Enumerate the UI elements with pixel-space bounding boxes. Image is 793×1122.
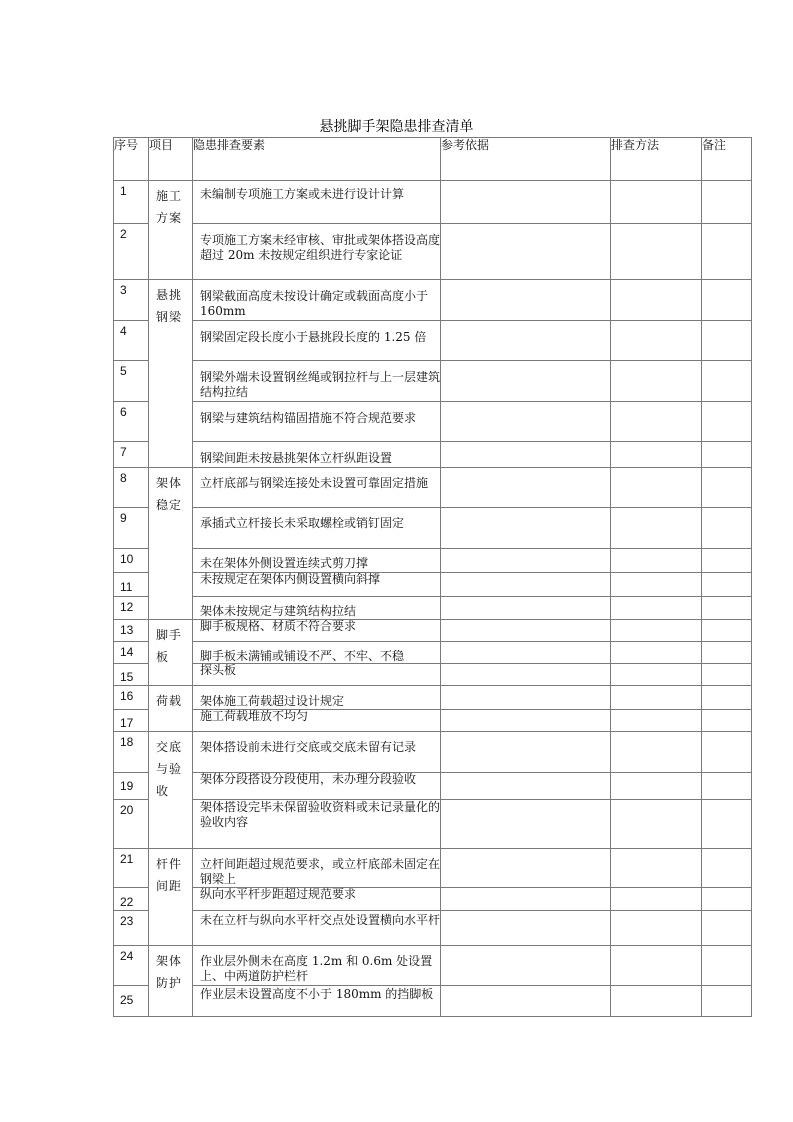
requirement-text: 架体施工荷载超过设计规定 [200, 694, 345, 708]
remark-cell [702, 508, 752, 549]
row-number: 7 [114, 442, 149, 468]
basis-cell [441, 402, 611, 442]
header-item: 项目 [149, 138, 193, 181]
table-row [114, 664, 752, 686]
header-row [114, 138, 752, 181]
basis-cell [441, 800, 611, 849]
table-row [114, 849, 752, 888]
remark-cell [702, 664, 752, 686]
requirement-text: 钢梁与建筑结构锚固措施不符合规范要求 [200, 411, 417, 425]
requirement-text: 架体搭设前未进行交底或交底未留有记录 [200, 740, 417, 754]
remark-cell [702, 620, 752, 642]
requirement-cell [193, 664, 441, 686]
table-row [114, 402, 752, 442]
basis-cell [441, 732, 611, 773]
basis-cell [441, 224, 611, 280]
requirement-cell [193, 888, 441, 911]
row-number: 13 [114, 620, 149, 642]
requirement-cell [193, 361, 441, 402]
requirement-cell [193, 946, 441, 986]
row-number: 25 [114, 986, 149, 1017]
table-row [114, 361, 752, 402]
basis-cell [441, 620, 611, 642]
table-row [114, 732, 752, 773]
remark-cell [702, 573, 752, 597]
basis-cell [441, 642, 611, 664]
table-row [114, 224, 752, 280]
remark-cell [702, 946, 752, 986]
requirement-text: 架体分段搭设分段使用，未办理分段验收 [200, 772, 417, 786]
requirement-text: 钢梁间距未按悬挑架体立杆纵距设置 [200, 451, 393, 465]
basis-cell [441, 849, 611, 888]
basis-cell [441, 321, 611, 361]
requirement-text: 钢梁外端未设置钢丝绳或钢拉杆与上一层建筑结构拉结 [200, 370, 441, 399]
requirement-text: 作业层外侧未在高度 1.2m 和 0.6m 处设置上、中两道防护栏杆 [200, 954, 433, 983]
remark-cell [702, 402, 752, 442]
hazard-checklist-table [113, 137, 752, 1017]
requirement-text: 施工荷载堆放不均匀 [200, 709, 309, 723]
basis-cell [441, 573, 611, 597]
table-row [114, 597, 752, 620]
table-row [114, 508, 752, 549]
remark-cell [702, 280, 752, 321]
group-label: 杆件间距 [149, 849, 193, 946]
header-remark: 备注 [702, 138, 752, 181]
group-label: 施工方案 [149, 181, 193, 280]
remark-cell [702, 597, 752, 620]
row-number: 9 [114, 508, 149, 549]
row-number: 23 [114, 911, 149, 946]
requirement-text: 未在架体外侧设置连续式剪刀撑 [200, 556, 369, 570]
remark-cell [702, 686, 752, 710]
basis-cell [441, 911, 611, 946]
method-cell [611, 224, 702, 280]
table-row [114, 710, 752, 732]
remark-cell [702, 773, 752, 800]
row-number: 22 [114, 888, 149, 911]
requirement-text: 钢梁固定段长度小于悬挑段长度的 1.25 倍 [200, 330, 427, 344]
requirement-cell [193, 181, 441, 224]
requirement-text: 钢梁截面高度未按设计确定或载面高度小于 160mm [200, 289, 429, 318]
row-number: 3 [114, 280, 149, 321]
header-basis: 参考依据 [441, 138, 611, 181]
requirement-text: 纵向水平杆步距超过规范要求 [200, 887, 357, 901]
requirement-cell [193, 686, 441, 710]
row-number: 4 [114, 321, 149, 361]
row-number: 15 [114, 664, 149, 686]
row-number: 19 [114, 773, 149, 800]
row-number: 17 [114, 710, 149, 732]
remark-cell [702, 642, 752, 664]
requirement-cell [193, 849, 441, 888]
remark-cell [702, 800, 752, 849]
method-cell [611, 888, 702, 911]
basis-cell [441, 986, 611, 1017]
table-row [114, 620, 752, 642]
requirement-cell [193, 642, 441, 664]
row-number: 10 [114, 549, 149, 573]
remark-cell [702, 361, 752, 402]
method-cell [611, 710, 702, 732]
method-cell [611, 849, 702, 888]
basis-cell [441, 361, 611, 402]
remark-cell [702, 468, 752, 508]
method-cell [611, 280, 702, 321]
requirement-cell [193, 732, 441, 773]
method-cell [611, 508, 702, 549]
method-cell [611, 686, 702, 710]
basis-cell [441, 664, 611, 686]
basis-cell [441, 597, 611, 620]
requirement-text: 专项施工方案未经审核、审批或架体搭设高度超过 20m 未按规定组织进行专家论证 [200, 233, 441, 262]
header-method: 排查方法 [611, 138, 702, 181]
basis-cell [441, 280, 611, 321]
row-number: 8 [114, 468, 149, 508]
row-number: 24 [114, 946, 149, 986]
method-cell [611, 573, 702, 597]
basis-cell [441, 442, 611, 468]
method-cell [611, 321, 702, 361]
basis-cell [441, 508, 611, 549]
requirement-text: 脚手板未满铺或铺设不严、不牢、不稳 [200, 649, 405, 663]
row-number: 11 [114, 573, 149, 597]
requirement-text: 未编制专项施工方案或未进行设计计算 [200, 187, 405, 201]
requirement-cell [193, 224, 441, 280]
requirement-cell [193, 710, 441, 732]
table-row [114, 321, 752, 361]
method-cell [611, 773, 702, 800]
method-cell [611, 181, 702, 224]
basis-cell [441, 549, 611, 573]
requirement-cell [193, 280, 441, 321]
table-row [114, 549, 752, 573]
row-number: 20 [114, 800, 149, 849]
method-cell [611, 946, 702, 986]
remark-cell [702, 549, 752, 573]
method-cell [611, 361, 702, 402]
row-number: 14 [114, 642, 149, 664]
row-number: 21 [114, 849, 149, 888]
table-row [114, 442, 752, 468]
method-cell [611, 402, 702, 442]
basis-cell [441, 181, 611, 224]
requirement-cell [193, 800, 441, 849]
requirement-cell [193, 773, 441, 800]
row-number: 2 [114, 224, 149, 280]
requirement-text: 未按规定在架体内侧设置横向斜撑 [200, 572, 381, 586]
table-row [114, 911, 752, 946]
method-cell [611, 664, 702, 686]
row-number: 5 [114, 361, 149, 402]
method-cell [611, 549, 702, 573]
method-cell [611, 642, 702, 664]
remark-cell [702, 849, 752, 888]
header-requirement: 隐患排查要素 [193, 138, 441, 181]
remark-cell [702, 442, 752, 468]
basis-cell [441, 773, 611, 800]
row-number: 18 [114, 732, 149, 773]
method-cell [611, 911, 702, 946]
table-row [114, 642, 752, 664]
group-label: 荷载 [149, 686, 193, 732]
remark-cell [702, 181, 752, 224]
method-cell [611, 468, 702, 508]
requirement-text: 立杆底部与钢梁连接处未设置可靠固定措施 [200, 476, 429, 490]
row-number: 6 [114, 402, 149, 442]
table-row [114, 800, 752, 849]
requirement-cell [193, 321, 441, 361]
table-row [114, 773, 752, 800]
remark-cell [702, 224, 752, 280]
requirement-text: 作业层未设置高度不小于 180mm 的挡脚板 [200, 987, 434, 1001]
requirement-cell [193, 911, 441, 946]
basis-cell [441, 888, 611, 911]
group-label: 脚手板 [149, 620, 193, 686]
requirement-cell [193, 468, 441, 508]
remark-cell [702, 888, 752, 911]
table-row [114, 686, 752, 710]
group-label: 交底与验收 [149, 732, 193, 849]
document-title: 悬挑脚手架隐患排查清单 [319, 119, 474, 135]
table-row [114, 946, 752, 986]
requirement-cell [193, 508, 441, 549]
requirement-text: 架体未按规定与建筑结构拉结 [200, 604, 357, 618]
table-row [114, 181, 752, 224]
requirement-text: 架体搭设完毕未保留验收资料或未记录量化的验收内容 [200, 800, 441, 829]
group-label: 悬挑钢梁 [149, 280, 193, 468]
requirement-text: 脚手板规格、材质不符合要求 [200, 619, 357, 633]
requirement-text: 承插式立杆接长未采取螺栓或销钉固定 [200, 516, 405, 530]
remark-cell [702, 321, 752, 361]
row-number: 16 [114, 686, 149, 710]
row-number: 12 [114, 597, 149, 620]
row-number: 1 [114, 181, 149, 224]
requirement-cell [193, 597, 441, 620]
remark-cell [702, 911, 752, 946]
basis-cell [441, 946, 611, 986]
table-row [114, 573, 752, 597]
group-label: 架体防护 [149, 946, 193, 1017]
remark-cell [702, 986, 752, 1017]
table-row [114, 468, 752, 508]
table-row [114, 986, 752, 1017]
method-cell [611, 620, 702, 642]
table-row [114, 280, 752, 321]
requirement-text: 探头板 [200, 663, 237, 677]
method-cell [611, 442, 702, 468]
requirement-cell [193, 549, 441, 573]
remark-cell [702, 710, 752, 732]
basis-cell [441, 686, 611, 710]
basis-cell [441, 710, 611, 732]
method-cell [611, 732, 702, 773]
requirement-cell [193, 402, 441, 442]
requirement-cell [193, 986, 441, 1017]
method-cell [611, 597, 702, 620]
requirement-cell [193, 573, 441, 597]
table-row [114, 888, 752, 911]
header-seq: 序号 [114, 138, 149, 181]
requirement-text: 未在立杆与纵向水平杆交点处设置横向水平杆 [200, 913, 441, 927]
requirement-cell [193, 620, 441, 642]
group-label: 架体稳定 [149, 468, 193, 620]
method-cell [611, 986, 702, 1017]
basis-cell [441, 468, 611, 508]
remark-cell [702, 732, 752, 773]
requirement-cell [193, 442, 441, 468]
method-cell [611, 800, 702, 849]
requirement-text: 立杆间距超过规范要求，或立杆底部未固定在钢梁上 [200, 857, 441, 886]
